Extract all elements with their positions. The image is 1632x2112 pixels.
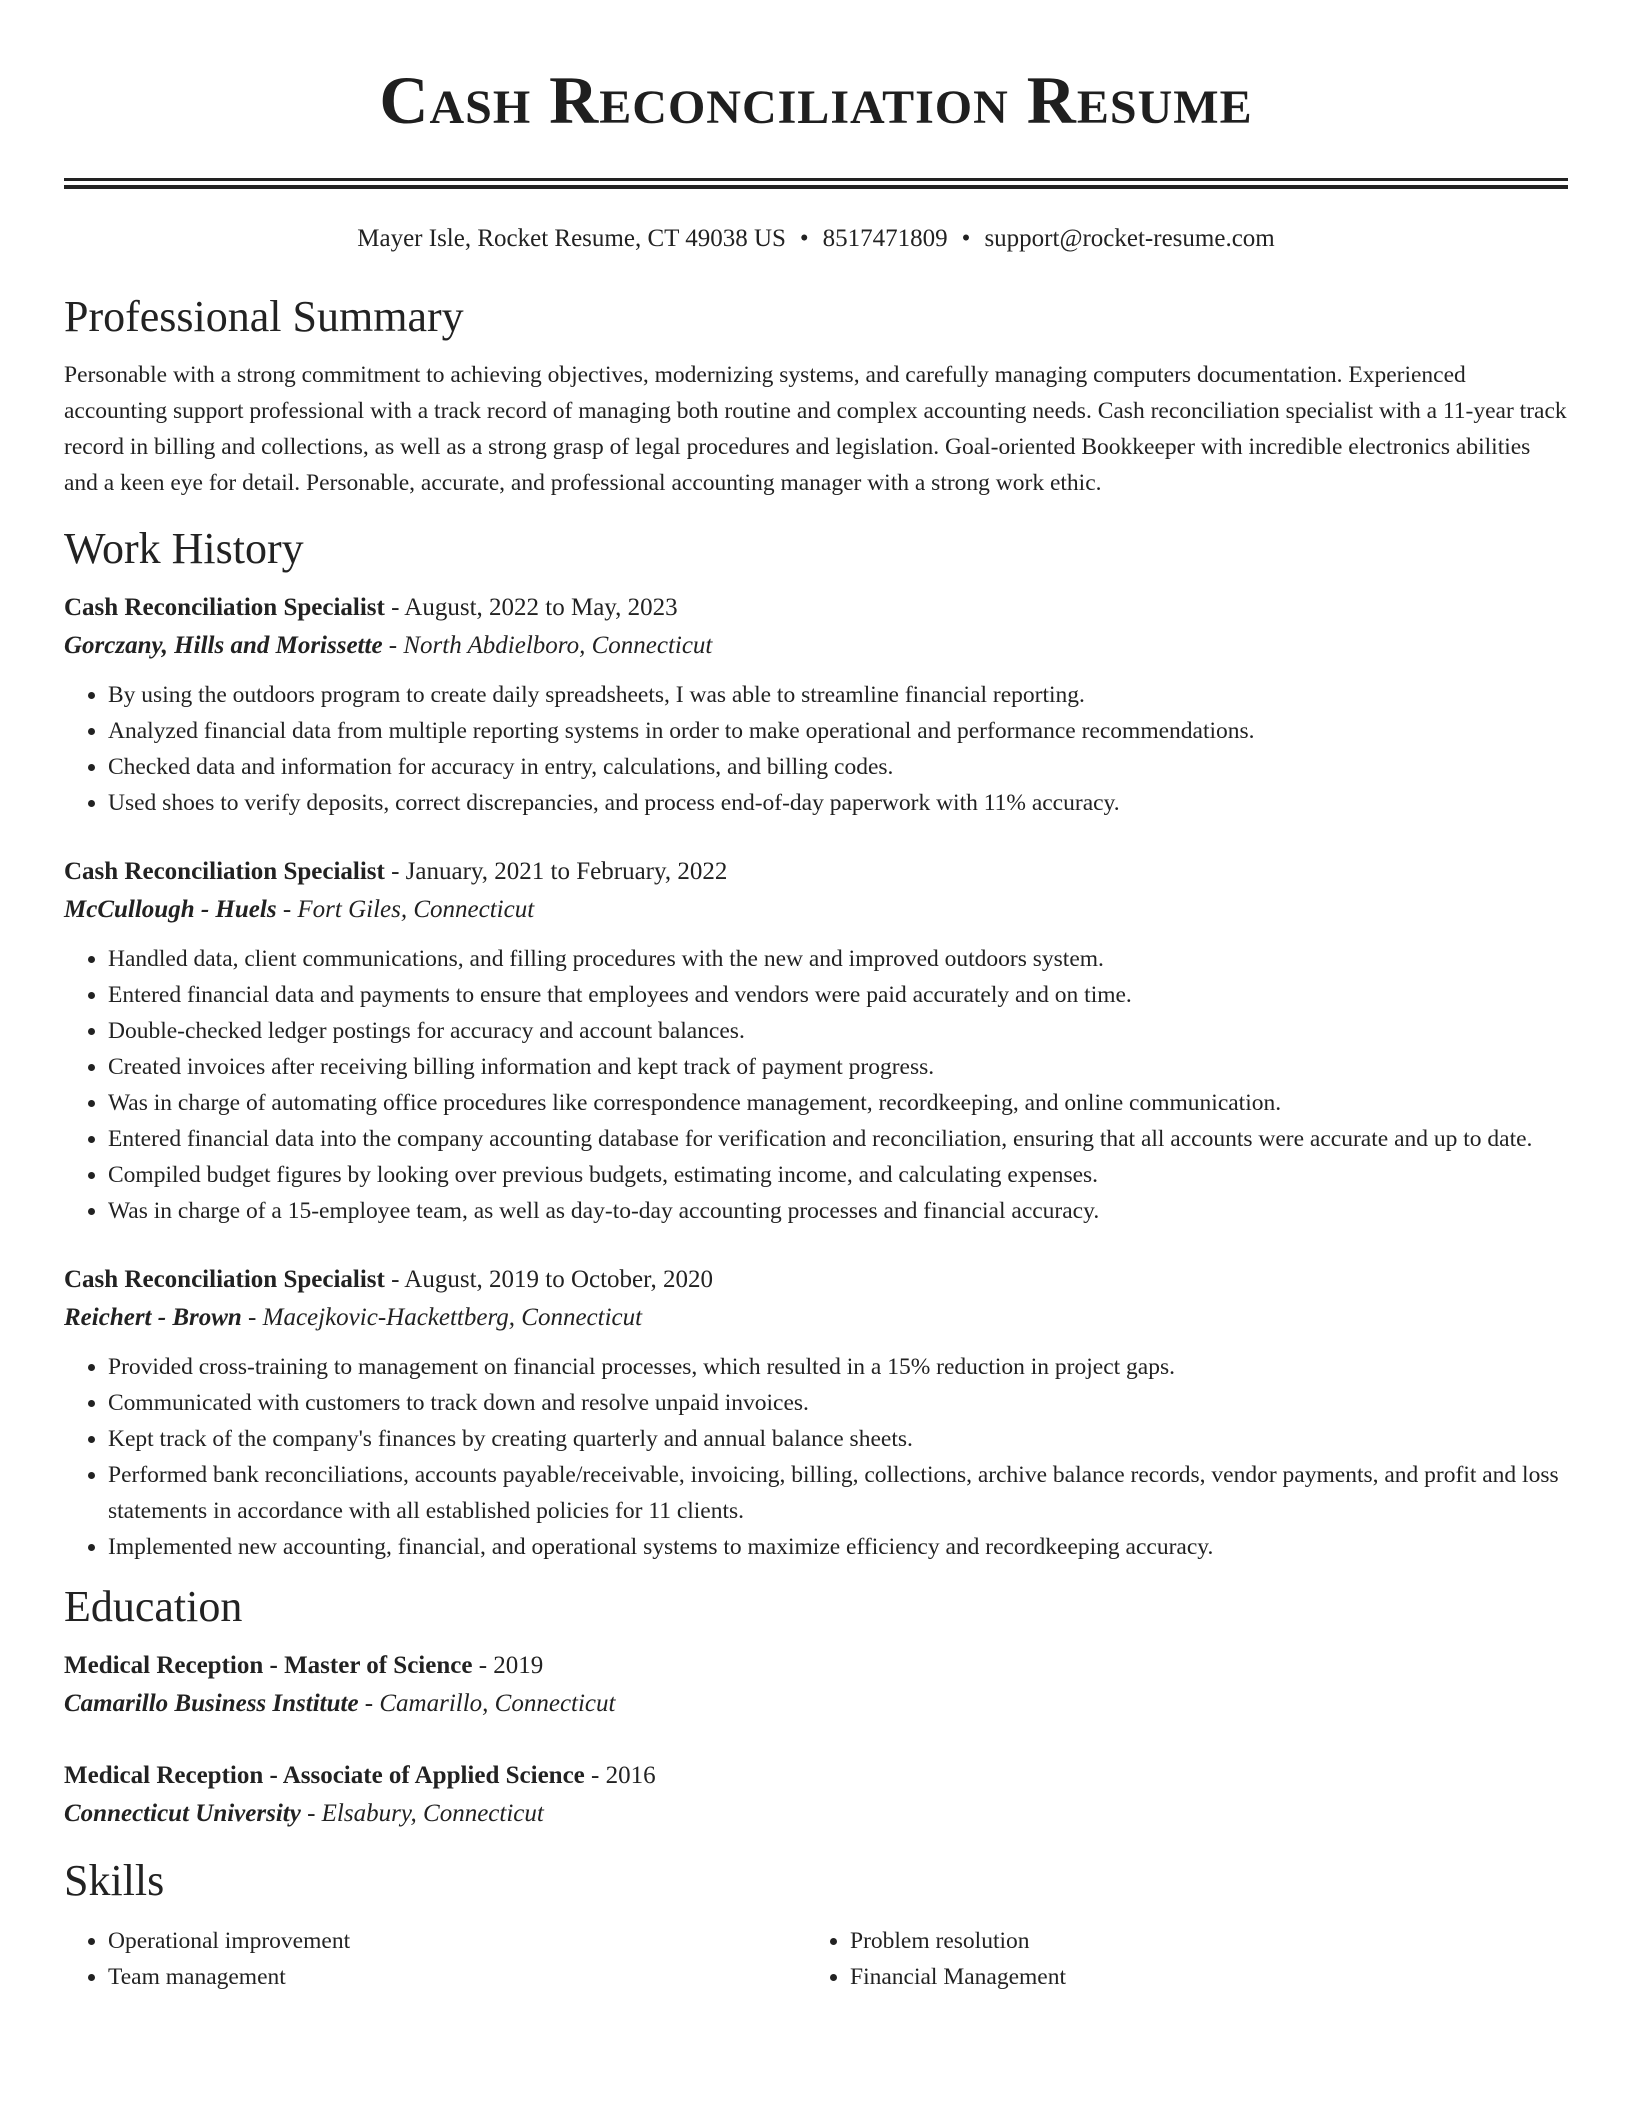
- list-item: • Handled data, client communications, and filling procedures with the new and improved outdoors system.: [108, 941, 1568, 977]
- skill-item: • Operational improvement: [108, 1923, 806, 1959]
- list-item: • Provided cross-training to management on financial processes, which resulted in a 15% reduction in project gaps.: [108, 1349, 1568, 1385]
- school-location: - Camarillo, Connecticut: [358, 1690, 616, 1717]
- job-bullets: [64, 1349, 1568, 1565]
- school-name: Connecticut University: [64, 1800, 301, 1827]
- job-header: [64, 853, 1568, 891]
- degree-line: [64, 1757, 1568, 1795]
- job-company-line: [64, 891, 1568, 929]
- job-dates: - August, 2019 to October, 2020: [384, 1266, 713, 1293]
- skill-item: • Team management: [108, 1959, 806, 1995]
- contact-email[interactable]: support@rocket-resume.com: [984, 225, 1275, 252]
- education-entry: [64, 1757, 1568, 1833]
- list-item: • Double-checked ledger postings for accuracy and account balances.: [108, 1013, 1568, 1049]
- job-location: - North Abdielboro, Connecticut: [382, 632, 713, 659]
- job-title: Cash Reconciliation Specialist: [64, 1266, 385, 1293]
- job-dates: - January, 2021 to February, 2022: [384, 858, 728, 885]
- job-entry: [64, 853, 1568, 1229]
- degree-year: - 2016: [584, 1762, 656, 1789]
- list-item: • Used shoes to verify deposits, correct discrepancies, and process end-of-day paperwork with 11% accuracy.: [108, 785, 1568, 821]
- list-item: • Compiled budget figures by looking over previous budgets, estimating income, and calculating expenses.: [108, 1157, 1568, 1193]
- job-location: - Fort Giles, Connecticut: [276, 896, 535, 923]
- education-entry: [64, 1647, 1568, 1723]
- list-item: • Kept track of the company's finances by creating quarterly and annual balance sheets.: [108, 1421, 1568, 1457]
- contact-separator: •: [799, 225, 809, 252]
- job-company: Reichert - Brown: [64, 1304, 242, 1331]
- resume-title: Cash Reconciliation Resume: [379, 62, 1253, 138]
- degree-line: [64, 1647, 1568, 1685]
- work-history-section: [64, 521, 1568, 1565]
- list-item: • Entered financial data and payments to ensure that employees and vendors were paid accurately and on time.: [108, 977, 1568, 1013]
- job-title: Cash Reconciliation Specialist: [64, 858, 385, 885]
- degree-name: Medical Reception - Associate of Applied Science: [64, 1762, 585, 1789]
- list-item: • Was in charge of automating office procedures like correspondence management, recordkeeping, and online communication.: [108, 1085, 1568, 1121]
- job-bullets: [64, 941, 1568, 1229]
- job-company: McCullough - Huels: [64, 896, 277, 923]
- job-company: Gorczany, Hills and Morissette: [64, 632, 383, 659]
- job-company-line: [64, 1299, 1568, 1337]
- job-bullets: [64, 677, 1568, 821]
- list-item: • Checked data and information for accuracy in entry, calculations, and billing codes.: [108, 749, 1568, 785]
- job-title: Cash Reconciliation Specialist: [64, 594, 385, 621]
- contact-line: [64, 223, 1568, 255]
- job-entry: [64, 589, 1568, 821]
- education-section: [64, 1579, 1568, 1833]
- skill-item: • Problem resolution: [850, 1923, 1548, 1959]
- title-divider: [64, 178, 1568, 189]
- job-location: - Macejkovic-Hackettberg, Connecticut: [241, 1304, 643, 1331]
- summary-section: [64, 289, 1568, 501]
- school-line: [64, 1795, 1568, 1833]
- skills-right-column: [806, 1923, 1548, 1995]
- education-heading: Education: [64, 1582, 243, 1631]
- job-header: [64, 589, 1568, 627]
- skills-heading: Skills: [64, 1856, 165, 1905]
- job-header: [64, 1261, 1568, 1299]
- contact-phone: 8517471809: [822, 225, 948, 252]
- summary-heading: Professional Summary: [64, 292, 464, 341]
- list-item: • Entered financial data into the company accounting database for verification and reconciliation, ensuring that all accounts were accurate and up to date.: [108, 1121, 1568, 1157]
- list-item: • Communicated with customers to track down and resolve unpaid invoices.: [108, 1385, 1568, 1421]
- job-entry: [64, 1261, 1568, 1565]
- job-company-line: [64, 627, 1568, 665]
- school-line: [64, 1685, 1568, 1723]
- list-item: • Created invoices after receiving billing information and kept track of payment progress.: [108, 1049, 1568, 1085]
- contact-separator: •: [961, 225, 971, 252]
- list-item: • Implemented new accounting, financial, and operational systems to maximize efficiency and recordkeeping accuracy.: [108, 1529, 1568, 1565]
- work-history-heading: Work History: [64, 524, 304, 573]
- contact-address: Mayer Isle, Rocket Resume, CT 49038 US: [357, 225, 786, 252]
- degree-year: - 2019: [472, 1652, 544, 1679]
- list-item: • By using the outdoors program to create daily spreadsheets, I was able to streamline financial reporting.: [108, 677, 1568, 713]
- degree-name: Medical Reception - Master of Science: [64, 1652, 473, 1679]
- school-location: - Elsabury, Connecticut: [300, 1800, 544, 1827]
- list-item: • Analyzed financial data from multiple reporting systems in order to make operational and performance recommendations.: [108, 713, 1568, 749]
- skills-section: [64, 1853, 1568, 1995]
- skills-left-column: [64, 1923, 806, 1995]
- list-item: • Performed bank reconciliations, accounts payable/receivable, invoicing, billing, collections, archive balance records, vendor payments, and profit and loss statements in accordance with all established policies for 11 clients.: [108, 1457, 1568, 1529]
- skills-grid: [64, 1923, 1568, 1995]
- school-name: Camarillo Business Institute: [64, 1690, 359, 1717]
- skill-item: • Financial Management: [850, 1959, 1548, 1995]
- job-dates: - August, 2022 to May, 2023: [384, 594, 678, 621]
- summary-text: Personable with a strong commitment to achieving objectives, modernizing systems, and carefully managing computers documentation. Experienced accounting support professional with a track record of managing both routine and complex accounting needs. Cash reconciliation specialist with a 11-year track record in billing and collections, as well as a strong grasp of legal procedures and legislation. Goal-oriented Bookkeeper with incredible electronics abilities and a keen eye for detail. Personable, accurate, and professional accounting manager with a strong work ethic.: [64, 362, 1567, 496]
- list-item: • Was in charge of a 15-employee team, as well as day-to-day accounting processes and financial accuracy.: [108, 1193, 1568, 1229]
